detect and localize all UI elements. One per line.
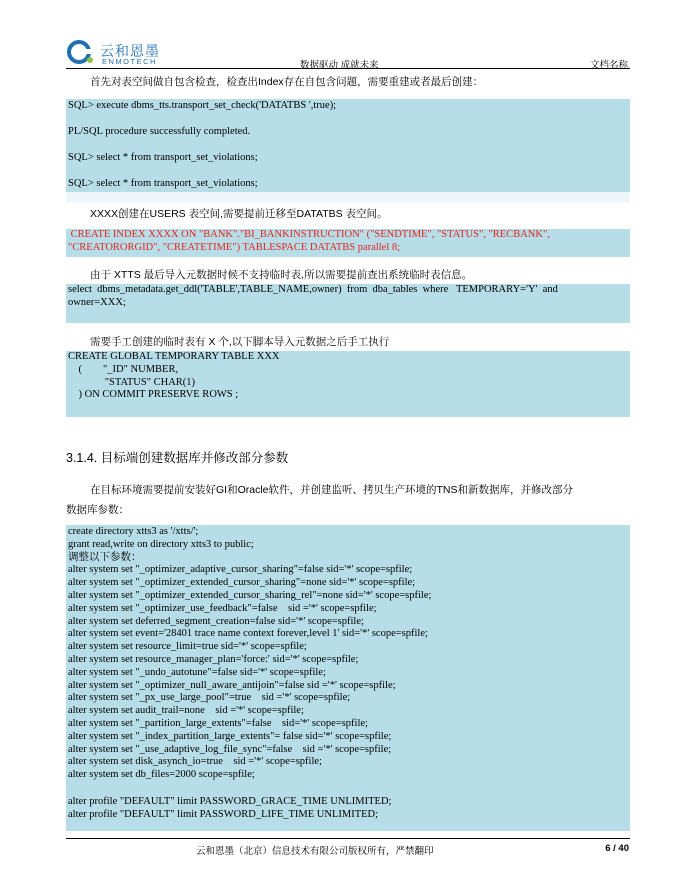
code-line: CREATE GLOBAL TEMPORARY TABLE XXX	[68, 351, 280, 362]
code-line: PL/SQL procedure successfully completed.	[68, 126, 251, 137]
intro-paragraph-3: 由于 XTTS 最后导入元数据时候不支持临时表,所以需要提前查出系统临时表信息。	[90, 269, 473, 281]
code-line	[68, 112, 628, 125]
code-line: alter system set "_px_use_large_pool"=true sid ='*' scope=spfile;	[68, 692, 351, 704]
code-line: grant read,write on directory xtts3 to public;	[68, 538, 254, 550]
code-line	[68, 138, 628, 151]
code-line: alter system set "_optimizer_extended_cursor_sharing_rel"=none sid='*' scope=spfile;	[68, 589, 432, 601]
code-line: alter system set db_files=2000 scope=spfile;	[68, 769, 255, 781]
page-number: 6 / 40	[605, 843, 629, 854]
header-slogan: 数据驱动 成就未来	[300, 60, 379, 71]
header-doc-name: 文档名称	[589, 60, 628, 71]
code-line: alter profile "DEFAULT" limit PASSWORD_GRACE_TIME UNLIMITED;	[68, 795, 392, 807]
footer-copyright: 云和恩墨（北京）信息技术有限公司版权所有，严禁翻印	[196, 846, 434, 857]
code-line: alter system set "_optimizer_null_aware_antijoin"=false sid ='*' scope=spfile;	[68, 679, 396, 691]
code-line	[68, 164, 628, 177]
code-line: alter system set "_partition_large_extents"=false sid='*' scope=spfile;	[68, 717, 368, 729]
code-line: SQL> execute dbms_tts.transport_set_check('DATATBS ',true);	[68, 100, 337, 111]
code-block-temp-table	[66, 351, 630, 417]
code-line	[68, 782, 628, 796]
code-block-parameters	[66, 525, 630, 831]
logo-chinese-name: 云和恩墨	[100, 43, 160, 59]
code-line: alter system set "_optimizer_adaptive_cursor_sharing"=false sid='*' scope=spfile;	[68, 564, 413, 576]
header-divider	[66, 68, 630, 69]
code-block-bottom-strip	[66, 192, 630, 202]
code-line: alter profile "DEFAULT" limit PASSWORD_LIFE_TIME UNLIMITED;	[68, 808, 379, 820]
code-line: alter system set "_use_adaptive_log_file_sync"=false sid ='*' scope=spfile;	[68, 743, 392, 755]
create-index-statement	[66, 229, 630, 257]
code-line: owner=XXX;	[68, 296, 126, 308]
code-line: alter system set "_optimizer_extended_cursor_sharing"=none sid='*' scope=spfile;	[68, 577, 416, 589]
code-line: SQL> select * from transport_set_violations;	[68, 178, 258, 189]
logo-english-name: ENMOTECH	[102, 57, 157, 66]
code-line: alter system set "_index_partition_large_extents"= false sid='*' scope=spfile;	[68, 730, 392, 742]
code-line: "STATUS" CHAR(1)	[68, 376, 196, 388]
code-line: alter system set disk_asynch_io=true sid ='*' scope=spfile;	[68, 756, 322, 768]
code-line: alter system set deferred_segment_creation=false sid='*' scope=spfile;	[68, 615, 364, 627]
code-line: alter system set audit_trail=none sid ='*' scope=spfile;	[68, 705, 304, 717]
code-line: alter system set "_undo_autotune"=false sid='*' scope=spfile;	[68, 666, 326, 678]
code-line: select dbms_metadata.get_ddl('TABLE',TABLE_NAME,owner) from dba_tables where TEMPORARY='Y' and	[68, 284, 558, 295]
intro-paragraph-2: XXXX创建在USERS 表空间,需要提前迁移至DATATBS 表空间。	[90, 208, 388, 220]
enmotech-logo-icon	[66, 38, 96, 66]
footer-divider	[66, 838, 630, 839]
intro-paragraph-1: 首先对表空间做自包含检查，检查出Index存在自包含问题，需要重建或者最后创建：	[90, 76, 484, 88]
code-line: CREATE INDEX XXXX ON "BANK"."BI_BANKINSTRUCTION" ("SENDTIME", "STATUS", "RECBANK",	[68, 229, 550, 240]
code-line: SQL> select * from transport_set_violations;	[68, 152, 258, 163]
code-line: alter system set resource_manager_plan='force:' sid='*' scope=spfile;	[68, 653, 359, 665]
section-heading: 3.1.4. 目标端创建数据库并修改部分参数	[66, 451, 289, 465]
code-line: alter system set event='28401 trace name context forever,level 1' sid='*' scope=spfile;	[68, 628, 428, 640]
code-line: alter system set resource_limit=true sid='*' scope=spfile;	[68, 641, 307, 653]
code-line: ) ON COMMIT PRESERVE ROWS ;	[68, 389, 239, 401]
code-line: ( "_ID" NUMBER,	[68, 363, 179, 375]
code-line: alter system set "_optimizer_use_feedback"=false sid ='*' scope=spfile;	[68, 602, 377, 614]
code-line: "CREATORORGID", "CREATETIME") TABLESPACE DATATBS parallel 8;	[68, 241, 401, 253]
code-line: 调整以下参数：	[68, 551, 142, 563]
code-block-get-ddl	[66, 284, 630, 323]
intro-paragraph-4: 需要手工创建的临时表有 X 个,以下脚本导入元数据之后手工执行	[90, 336, 390, 348]
intro-paragraph-5-line-2: 数据库参数：	[66, 504, 129, 516]
intro-paragraph-5-line-1: 在目标环境需要提前安装好GI和Oracle软件，并创建监听、拷贝生产环境的TNS和新数据库，并修改部分	[90, 484, 574, 496]
code-line: create directory xtts3 as '/xtts/';	[68, 526, 199, 537]
code-block-tts-check	[66, 99, 630, 192]
